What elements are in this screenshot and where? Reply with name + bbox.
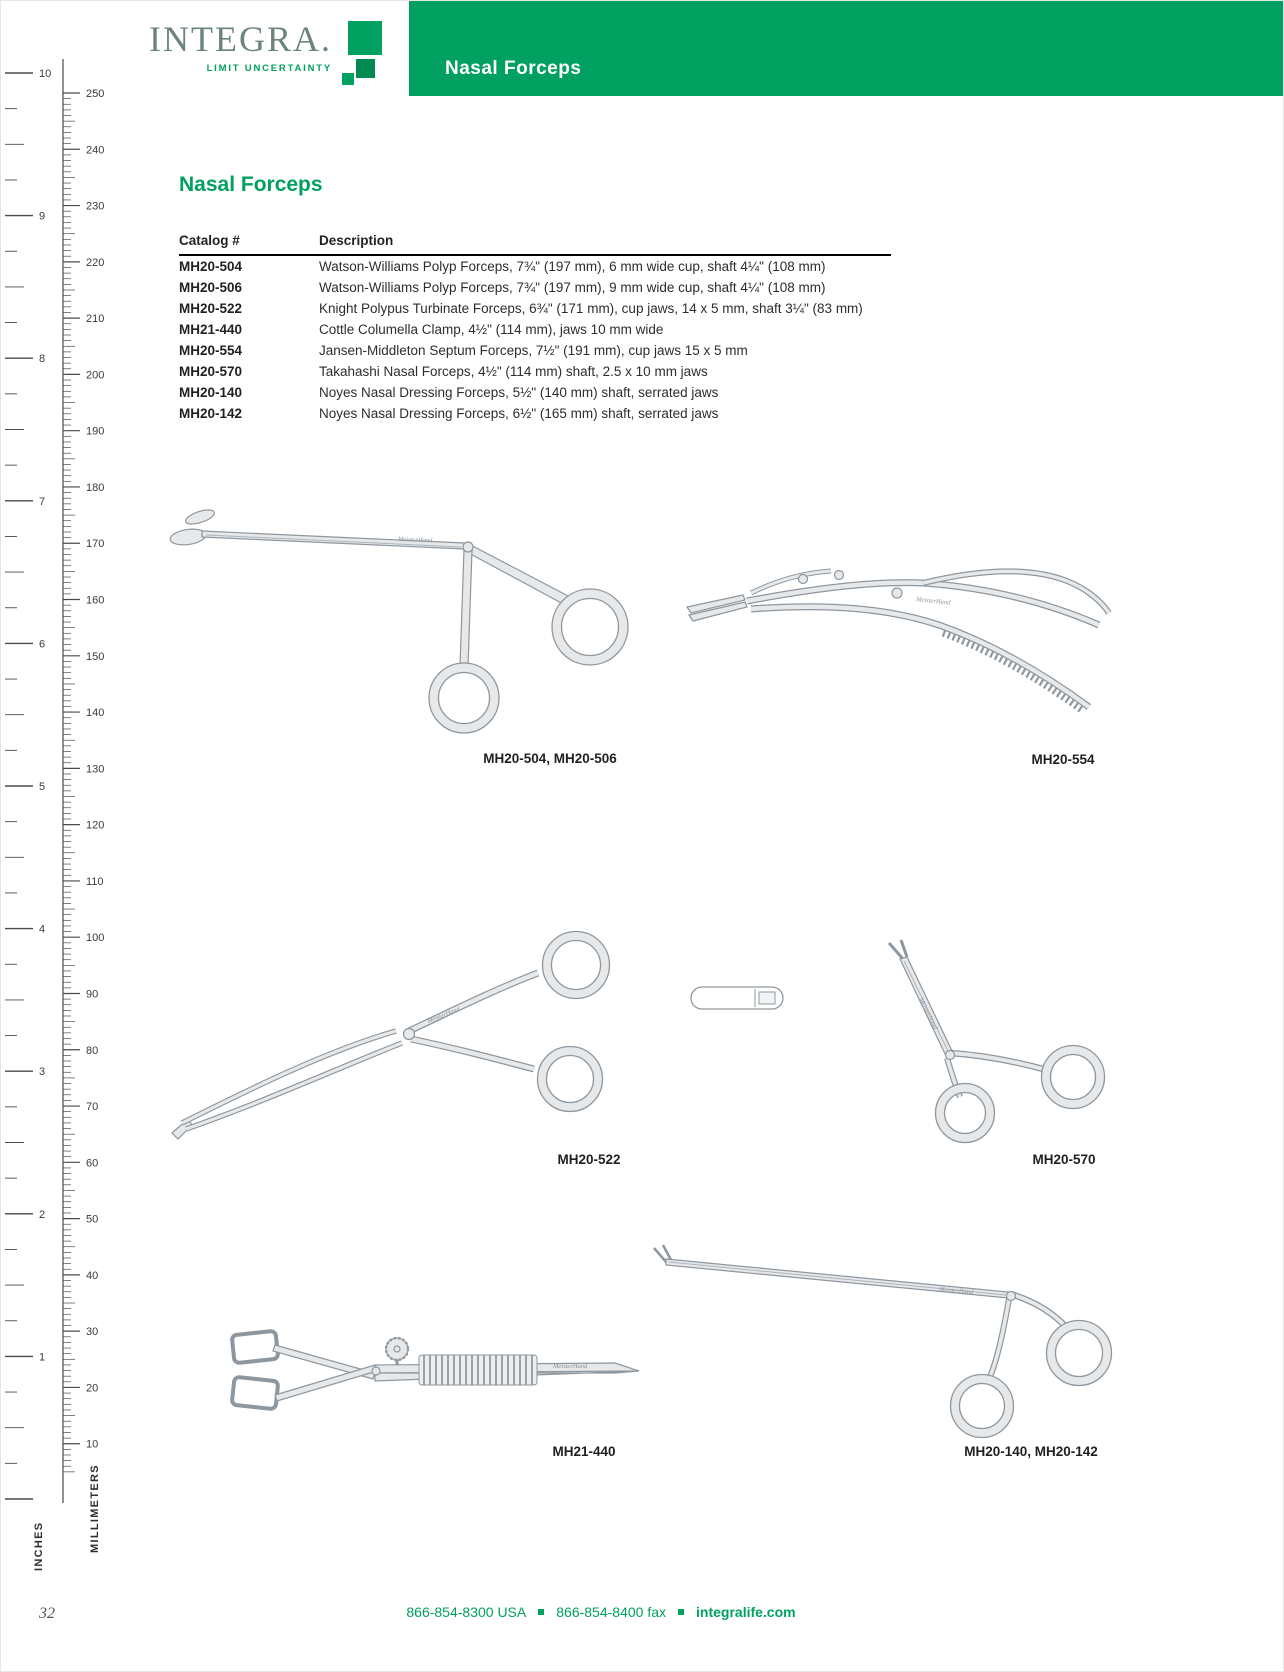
footer-separator-square-icon: [538, 1609, 544, 1615]
page-number: 32: [39, 1605, 55, 1622]
footer-phone: 866-854-8300 USA: [406, 1604, 527, 1620]
catalog-number: MH21-440: [179, 322, 243, 337]
svg-text:MeisterHand: MeisterHand: [553, 1363, 588, 1370]
col-header-catalog: Catalog #: [179, 233, 319, 255]
catalog-description: Jansen-Middleton Septum Forceps, 7½" (191 mm), cup jaws 15 x 5 mm: [319, 343, 748, 358]
catalog-description: Takahashi Nasal Forceps, 4½" (114 mm) shaft, 2.5 x 10 mm jaws: [319, 364, 708, 379]
footer: [251, 1604, 951, 1620]
svg-text:150: 150: [86, 650, 105, 663]
svg-text:200: 200: [86, 369, 105, 382]
svg-text:240: 240: [86, 144, 105, 157]
table-row: [179, 255, 891, 277]
table-row: [179, 382, 891, 403]
catalog-description: Cottle Columella Clamp, 4½" (114 mm), jaws 10 mm wide: [319, 322, 664, 337]
integra-blocks-icon: [340, 21, 388, 101]
svg-text:70: 70: [86, 1101, 99, 1114]
product-caption: MH20-554: [1031, 752, 1095, 767]
svg-text:1: 1: [39, 1351, 46, 1364]
mh21-440-illustration: [223, 1321, 653, 1421]
svg-text:9: 9: [39, 210, 46, 223]
svg-text:MeisterHand: MeisterHand: [426, 1006, 461, 1025]
catalog-description: Noyes Nasal Dressing Forceps, 5½" (140 mm) shaft, serrated jaws: [319, 385, 719, 400]
table-row: [179, 340, 891, 361]
catalog-number: MH20-142: [179, 406, 243, 421]
mh20-570-illustration: [679, 937, 1119, 1152]
svg-text:90: 90: [86, 988, 99, 1001]
catalog-number: MH20-570: [179, 364, 243, 379]
ruler-inches-label: INCHES: [33, 1521, 45, 1571]
logo-tagline: LIMIT UNCERTAINTY: [206, 63, 332, 74]
svg-text:110: 110: [86, 875, 104, 888]
svg-text:120: 120: [86, 819, 105, 832]
table-row: [179, 403, 891, 424]
svg-text:100: 100: [86, 932, 105, 945]
mh20-140-142-illustration: [649, 1243, 1114, 1448]
catalog-description: Knight Polypus Turbinate Forceps, 6¾" (171 mm), cup jaws, 14 x 5 mm, shaft 3¼" (83 mm): [319, 301, 863, 316]
col-header-description: Description: [319, 233, 891, 255]
svg-text:220: 220: [86, 256, 105, 269]
catalog-number: MH20-506: [179, 280, 243, 295]
svg-text:30: 30: [86, 1326, 99, 1339]
catalog-table: [179, 233, 891, 424]
svg-text:10: 10: [86, 1438, 99, 1451]
product-caption: MH20-570: [1032, 1152, 1096, 1167]
svg-text:250: 250: [86, 88, 105, 100]
product-caption: MH20-522: [557, 1152, 621, 1167]
svg-text:3: 3: [39, 1066, 46, 1079]
svg-text:230: 230: [86, 200, 105, 213]
footer-fax: 866-854-8400 fax: [556, 1604, 667, 1620]
page-title: Nasal Forceps: [179, 173, 323, 196]
svg-text:180: 180: [86, 481, 105, 494]
svg-text:8: 8: [39, 353, 46, 366]
table-row: [179, 277, 891, 298]
table-row: [179, 319, 891, 340]
footer-separator-square-icon: [678, 1609, 684, 1615]
svg-text:190: 190: [86, 425, 105, 438]
svg-text:7: 7: [39, 495, 46, 508]
table-row: [179, 298, 891, 319]
ruler-millimeters-label: MILLIMETERS: [89, 1464, 101, 1553]
section-header-bar: [409, 1, 1284, 96]
catalog-description: Noyes Nasal Dressing Forceps, 6½" (165 mm) shaft, serrated jaws: [319, 406, 719, 421]
section-header-title: Nasal Forceps: [445, 58, 582, 79]
mh20-504-506-illustration: [166, 487, 646, 772]
svg-text:4: 4: [39, 923, 46, 936]
catalog-number: MH20-522: [179, 301, 243, 316]
footer-website-link[interactable]: integralife.com: [696, 1604, 796, 1620]
svg-text:140: 140: [86, 707, 105, 720]
svg-text:210: 210: [86, 313, 105, 326]
svg-text:40: 40: [86, 1269, 99, 1282]
svg-text:170: 170: [86, 538, 105, 551]
catalog-description: Watson-Williams Polyp Forceps, 7¾" (197 mm), 6 mm wide cup, shaft 4¼" (108 mm): [319, 259, 826, 274]
catalog-number: MH20-504: [179, 259, 243, 274]
svg-text:MeisterHand: MeisterHand: [917, 996, 939, 1031]
mh20-522-illustration: [166, 927, 646, 1142]
integra-wordmark: INTEGRA.: [149, 19, 332, 59]
svg-text:MeisterHand: MeisterHand: [938, 1286, 974, 1296]
svg-text:5: 5: [39, 781, 46, 793]
svg-text:10: 10: [39, 68, 52, 80]
svg-text:MeisterHand: MeisterHand: [915, 596, 951, 607]
svg-text:80: 80: [86, 1044, 99, 1057]
product-caption: MH20-140, MH20-142: [964, 1444, 1098, 1459]
product-caption: MH21-440: [552, 1444, 616, 1459]
mh20-554-illustration: [681, 529, 1131, 754]
svg-text:6: 6: [39, 638, 46, 651]
table-row: [179, 361, 891, 382]
svg-text:2: 2: [39, 1208, 46, 1221]
svg-text:MeisterHand: MeisterHand: [397, 536, 433, 545]
catalog-description: Watson-Williams Polyp Forceps, 7¾" (197 mm), 9 mm wide cup, shaft 4¼" (108 mm): [319, 280, 826, 295]
svg-text:50: 50: [86, 1213, 99, 1226]
svg-text:160: 160: [86, 594, 105, 607]
svg-text:60: 60: [86, 1157, 99, 1170]
integra-logo: [149, 21, 388, 101]
catalog-number: MH20-554: [179, 343, 243, 358]
svg-text:20: 20: [86, 1382, 99, 1395]
svg-text:130: 130: [86, 763, 105, 776]
ruler: [1, 1, 119, 1672]
catalog-number: MH20-140: [179, 385, 243, 400]
product-caption: MH20-504, MH20-506: [483, 751, 617, 766]
